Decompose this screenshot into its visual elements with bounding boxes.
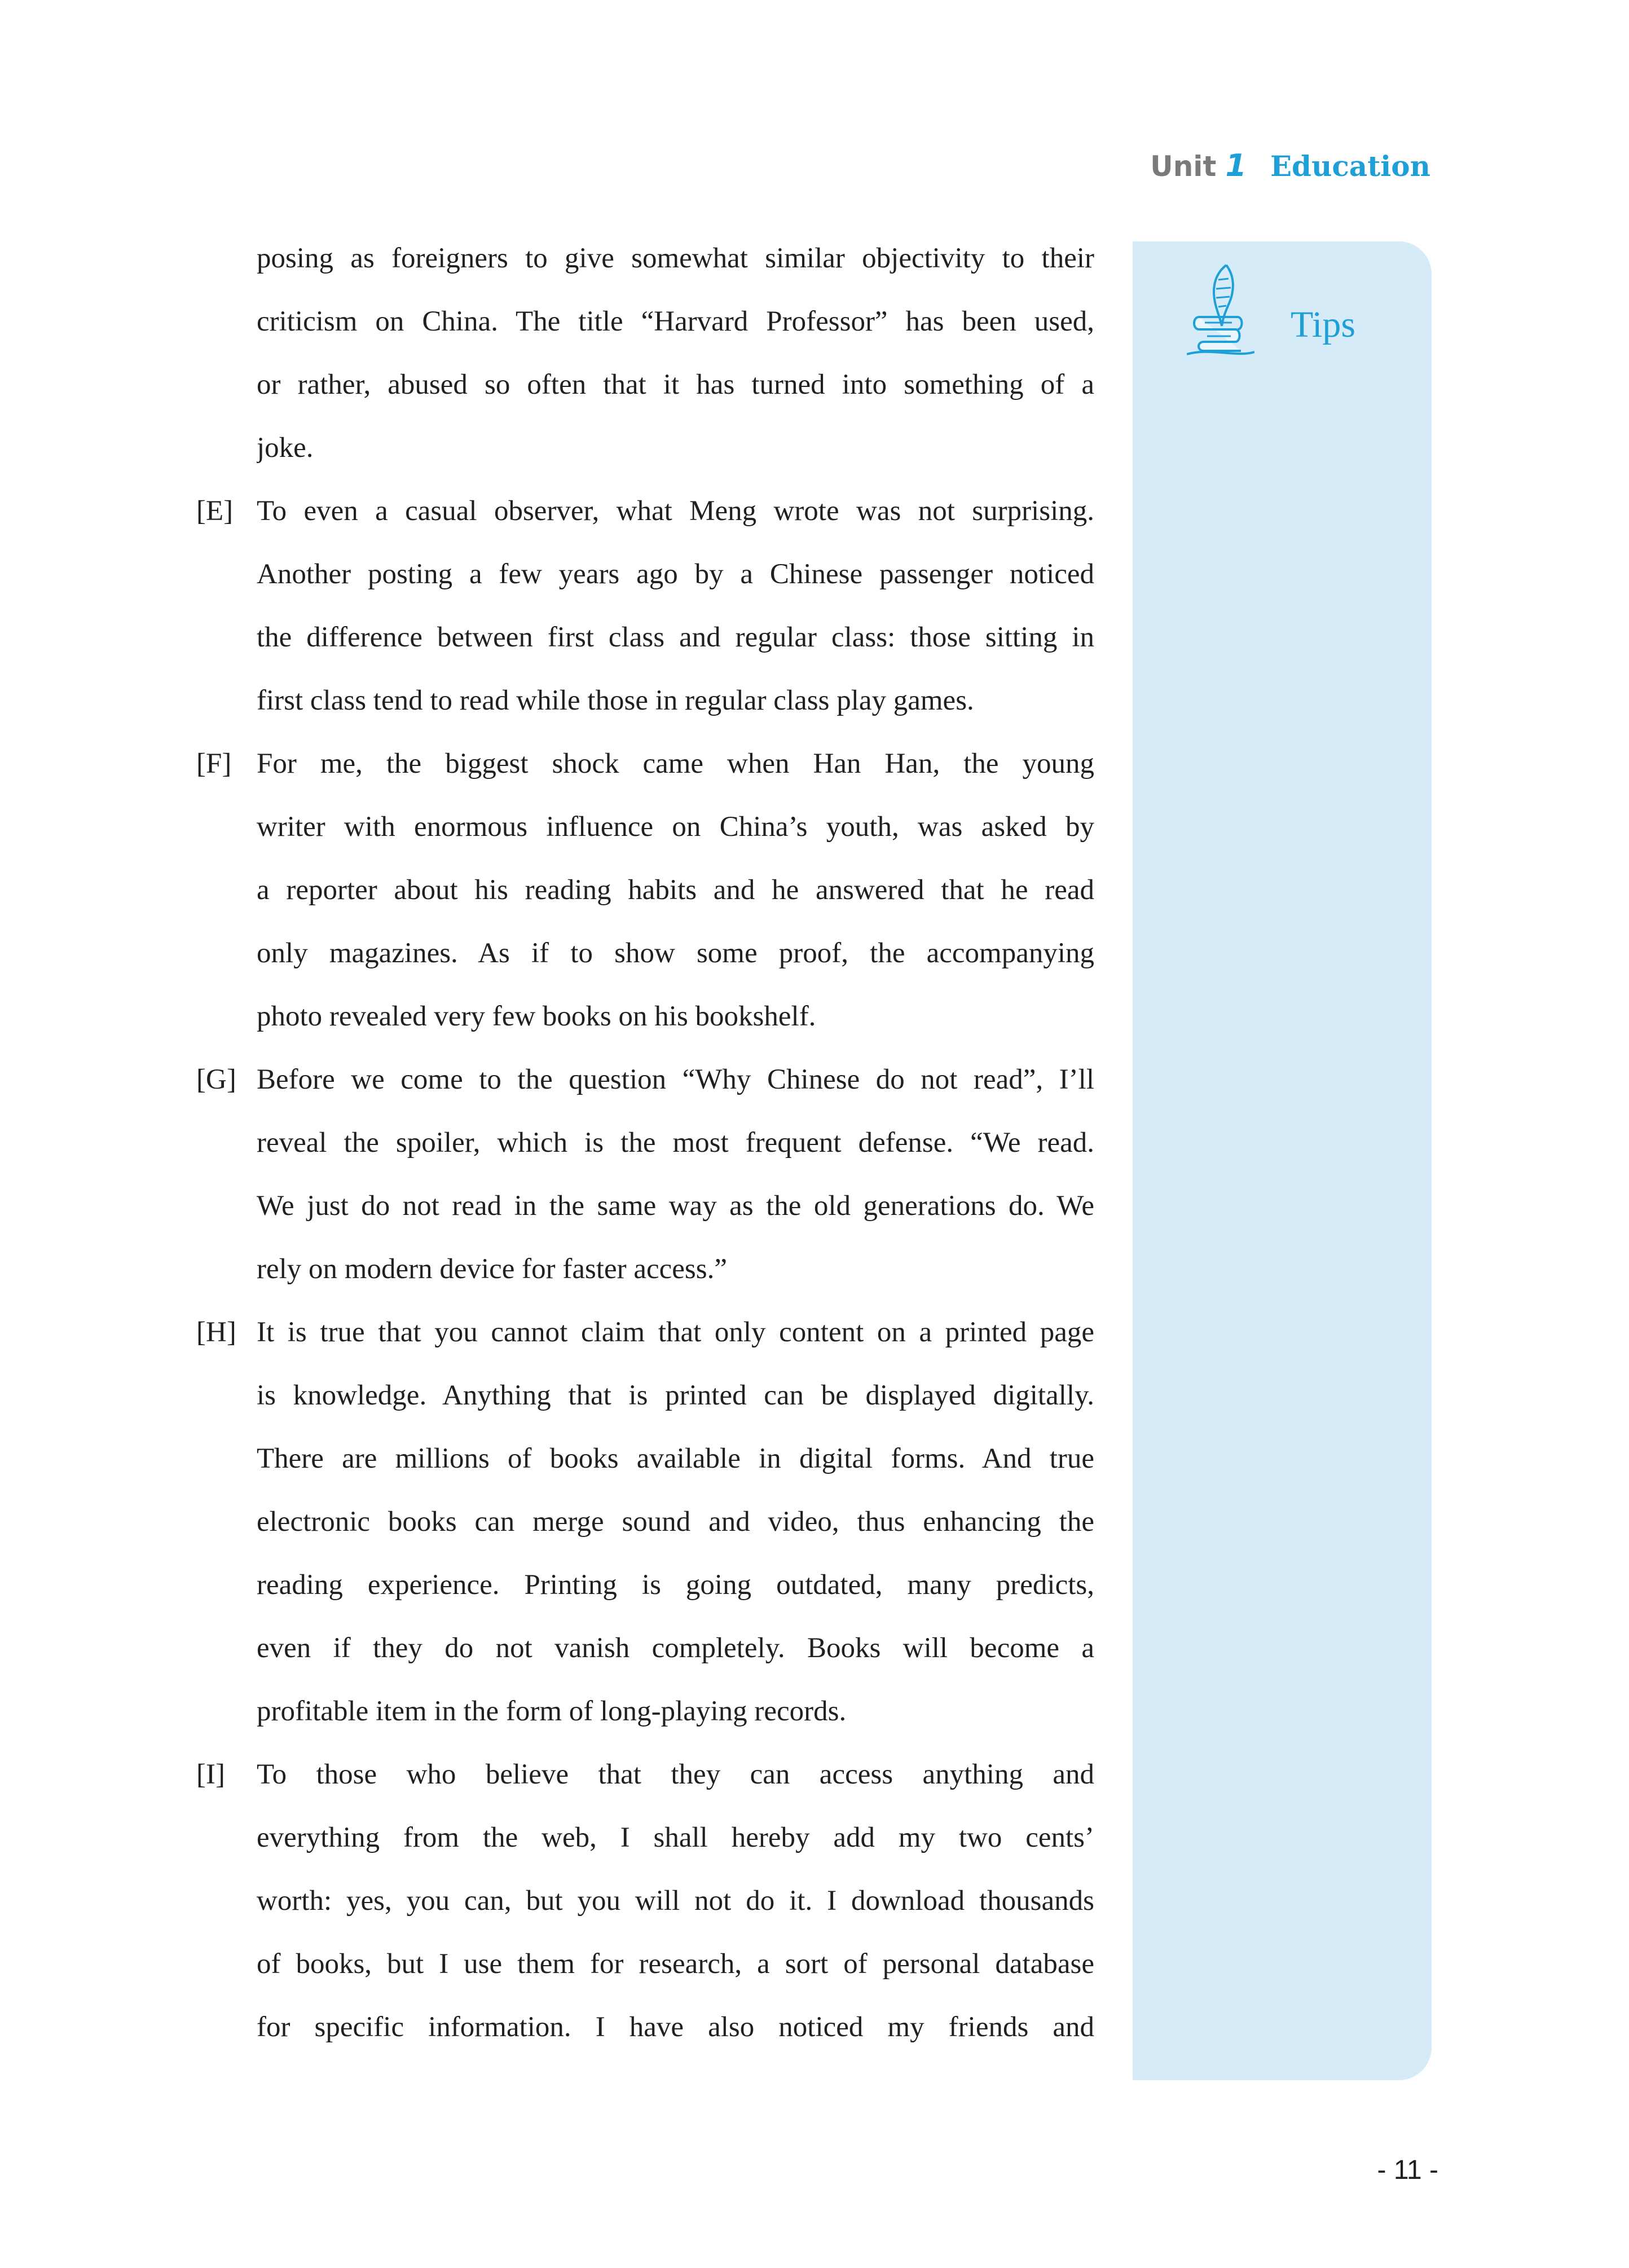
- text-line: criticism on China. The title “Harvard Professor” has been used,: [257, 306, 1094, 337]
- paragraph-h: [196, 1301, 1094, 1743]
- paragraph-i: [196, 1743, 1094, 2059]
- paragraph-continuation: [196, 227, 1094, 479]
- text-line: There are millions of books available in digital forms. And true: [257, 1443, 1094, 1474]
- text-line: reveal the spoiler, which is the most frequent defense. “We read.: [257, 1127, 1094, 1159]
- text-line: For me, the biggest shock came when Han Han, the young: [257, 748, 1094, 780]
- paragraph-g: [196, 1048, 1094, 1301]
- tips-label: Tips: [1291, 304, 1356, 345]
- text-line: everything from the web, I shall hereby add my two cents’: [257, 1822, 1094, 1853]
- unit-header: [1150, 148, 1430, 187]
- text-line: electronic books can merge sound and video, thus enhancing the: [257, 1506, 1094, 1538]
- text-line: To even a casual observer, what Meng wrote was not surprising.: [257, 495, 1094, 527]
- text-line: It is true that you cannot claim that only content on a printed page: [257, 1316, 1094, 1348]
- text-line: even if they do not vanish completely. Books will become a: [257, 1632, 1094, 1664]
- text-line: of books, but I use them for research, a sort of personal database: [257, 1948, 1094, 1980]
- text-line: posing as foreigners to give somewhat similar objectivity to their: [257, 243, 1094, 274]
- unit-title: Education: [1270, 149, 1430, 183]
- page-number: - 11 -: [1377, 2155, 1438, 2185]
- paragraph-label: [196, 227, 257, 479]
- text-line: To those who believe that they can access anything and: [257, 1759, 1094, 1790]
- paragraph-label: [H]: [196, 1316, 236, 1348]
- unit-word: Unit: [1150, 150, 1217, 183]
- text-line: writer with enormous influence on China’s youth, was asked by: [257, 811, 1094, 843]
- text-line: profitable item in the form of long-playing records.: [257, 1696, 847, 1727]
- text-line: is knowledge. Anything that is printed can be displayed digitally.: [257, 1380, 1094, 1411]
- text-line: the difference between first class and regular class: those sitting in: [257, 622, 1094, 653]
- paragraph-label: [F]: [196, 748, 232, 780]
- text-line: We just do not read in the same way as the old generations do. We: [257, 1190, 1094, 1222]
- text-line: first class tend to read while those in regular class play games.: [257, 685, 974, 716]
- text-line: Before we come to the question “Why Chinese do not read”, I’ll: [257, 1064, 1094, 1095]
- paragraph-label: [I]: [196, 1759, 225, 1790]
- text-line: for specific information. I have also noticed my friends and: [257, 2011, 1094, 2043]
- text-line: a reporter about his reading habits and he answered that he read: [257, 874, 1094, 906]
- article-body: [196, 227, 1094, 2059]
- paragraph-label: [E]: [196, 495, 234, 527]
- quill-scroll-icon: [1187, 263, 1254, 359]
- text-line: only magazines. As if to show some proof, the accompanying: [257, 937, 1094, 969]
- text-line: or rather, abused so often that it has turned into something of a: [257, 369, 1094, 400]
- text-line: rely on modern device for faster access.”: [257, 1253, 728, 1285]
- paragraph-label: [G]: [196, 1064, 236, 1095]
- text-line: joke.: [257, 432, 314, 464]
- paragraph-f: [196, 732, 1094, 1048]
- text-line: Another posting a few years ago by a Chinese passenger noticed: [257, 558, 1094, 590]
- unit-number: 1: [1225, 148, 1247, 183]
- tips-sidebar: [1133, 241, 1432, 2080]
- text-line: reading experience. Printing is going outdated, many predicts,: [257, 1569, 1094, 1601]
- text-line: worth: yes, you can, but you will not do it. I download thousands: [257, 1885, 1094, 1917]
- text-line: photo revealed very few books on his bookshelf.: [257, 1001, 816, 1032]
- paragraph-e: [196, 479, 1094, 732]
